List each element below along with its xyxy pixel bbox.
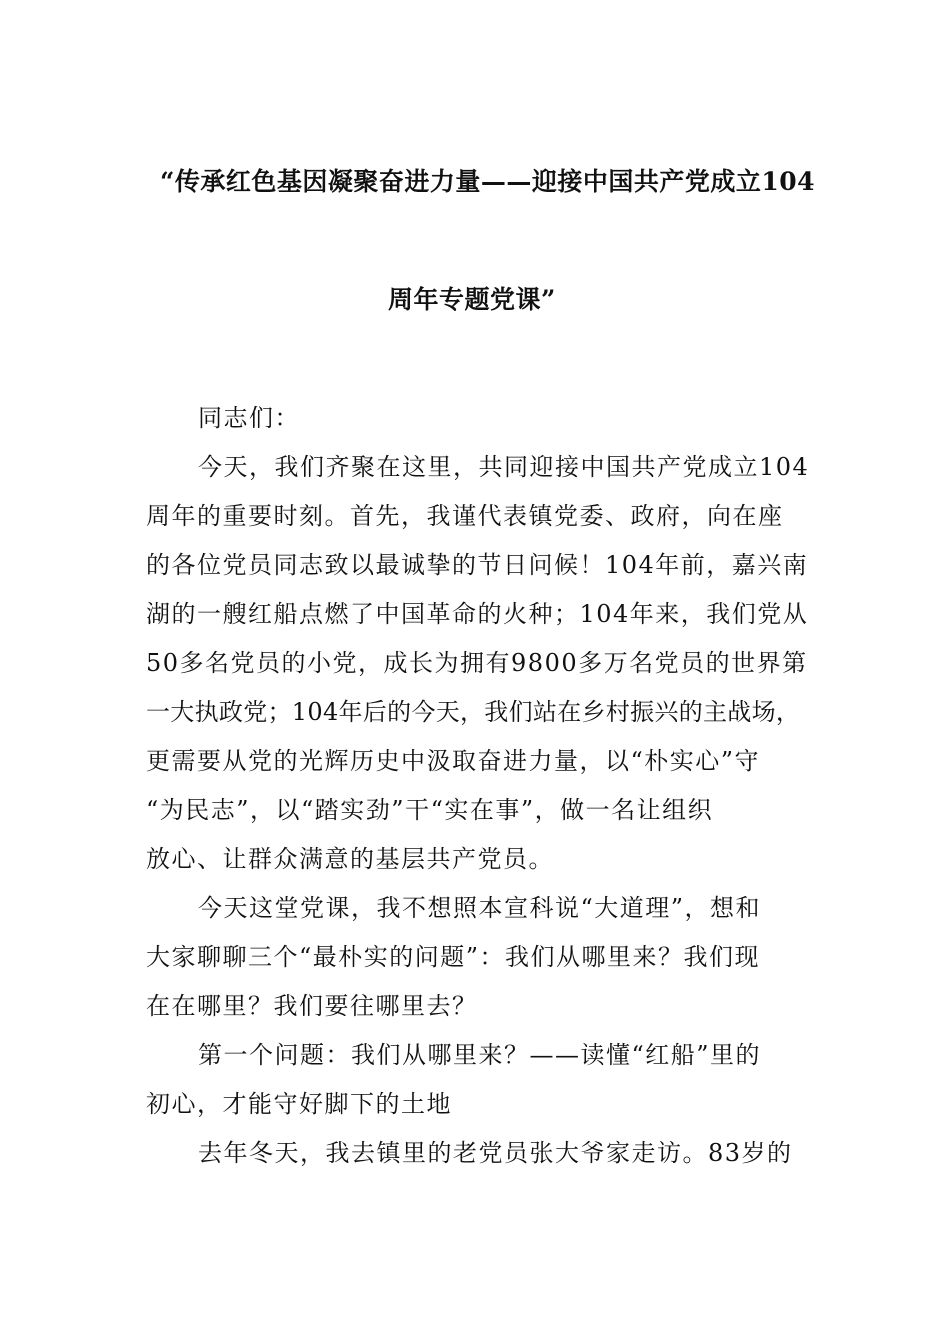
paragraph-2-line-1: 今天这堂党课，我不想照本宣科说“大道理”，想和 bbox=[198, 894, 762, 922]
paragraph-1-line-4: 湖的一艘红船点燃了中国革命的火种；104年来，我们党从 bbox=[146, 600, 809, 628]
paragraph-1-line-6: 一大执政党；104年后的今天，我们站在乡村振兴的主战场， bbox=[146, 698, 801, 726]
salutation: 同志们： bbox=[198, 404, 300, 432]
document-body bbox=[146, 394, 808, 1178]
paragraph-1-line-2: 周年的重要时刻。首先，我谨代表镇党委、政府，向在座 bbox=[146, 502, 784, 530]
section-heading-line-1: 第一个问题：我们从哪里来？——读懂“红船”里的 bbox=[198, 1041, 762, 1069]
paragraph-1-line-1: 今天，我们齐聚在这里，共同迎接中国共产党成立104 bbox=[198, 453, 810, 481]
document-title-line-1: “传承红色基因凝聚奋进力量——迎接中国共产党成立104 bbox=[160, 167, 816, 196]
document-title-line-2: 周年专题党课” bbox=[388, 285, 556, 314]
paragraph-1-line-7: 更需要从党的光辉历史中汲取奋进力量，以“朴实心”守 bbox=[146, 747, 761, 775]
paragraph-1-line-9: 放心、让群众满意的基层共产党员。 bbox=[146, 845, 554, 873]
paragraph-1-line-5: 50多名党员的小党，成长为拥有9800多万名党员的世界第 bbox=[146, 649, 808, 677]
section-heading-line-2: 初心，才能守好脚下的土地 bbox=[146, 1090, 452, 1118]
paragraph-2-line-2: 大家聊聊三个“最朴实的问题”：我们从哪里来？我们现 bbox=[146, 943, 761, 971]
paragraph-3-line-1: 去年冬天，我去镇里的老党员张大爷家走访。83岁的 bbox=[198, 1139, 793, 1167]
paragraph-1-line-8: “为民志”，以“踏实劲”干“实在事”，做一名让组织 bbox=[146, 796, 714, 824]
paragraph-1-line-3: 的各位党员同志致以最诚挚的节日问候！104年前，嘉兴南 bbox=[146, 551, 809, 579]
paragraph-2-line-3: 在在哪里？我们要往哪里去？ bbox=[146, 992, 478, 1020]
